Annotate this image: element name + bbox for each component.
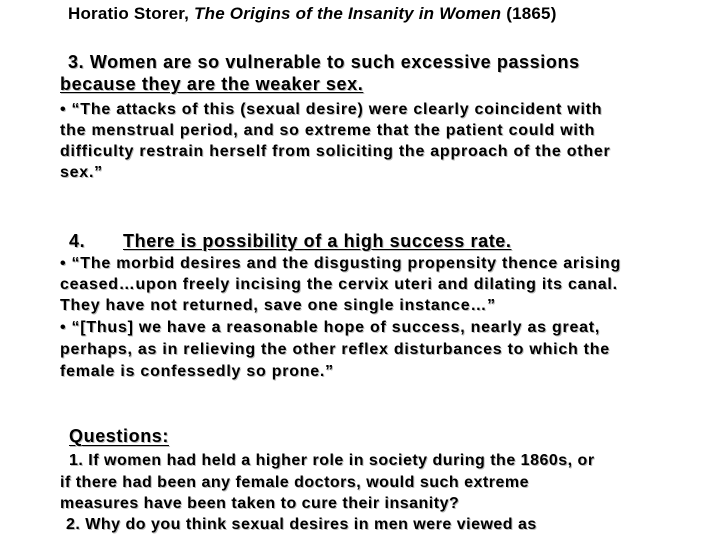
author-name: Horatio Storer, [68, 4, 190, 23]
point-3-quote-line-4: sex.” [60, 164, 103, 181]
point-4-number: 4. [69, 231, 86, 251]
point-4-quote-line-5: perhaps, as in relieving the other reflex disturbances to which the [60, 341, 610, 358]
point-3-line-2 [60, 74, 363, 95]
point-3-quote-line-2: the menstrual period, and so extreme that the patient could with [60, 122, 596, 139]
point-4-quote-line-4: • “[Thus] we have a reasonable hope of success, nearly as great, [60, 319, 601, 336]
point-4-quote-line-1: • “The morbid desires and the disgusting propensity thence arising [60, 255, 621, 272]
slide-title [68, 4, 557, 24]
point-4-quote-line-3: They have not returned, save one single instance…” [60, 297, 496, 314]
questions-heading: Questions: [69, 426, 170, 446]
publication-year: (1865) [506, 4, 557, 23]
point-4-heading: There is possibility of a high success rate. [123, 231, 512, 251]
point-3-line-1: 3. Women are so vulnerable to such excessive passions [68, 52, 580, 72]
question-line-2: if there had been any female doctors, would such extreme [60, 474, 530, 491]
question-line-3: measures have been taken to cure their insanity? [60, 495, 460, 512]
point-4-quote-line-6: female is confessedly so prone.” [60, 363, 334, 380]
question-line-1: 1. If women had held a higher role in society during the 1860s, or [69, 452, 595, 469]
point-3-quote-line-3: difficulty restrain herself from soliciting the approach of the other [60, 143, 611, 160]
point-4-quote-line-2: ceased…upon freely incising the cervix uteri and dilating its canal. [60, 276, 618, 293]
point-3-quote-line-1: • “The attacks of this (sexual desire) were clearly coincident with [60, 101, 603, 118]
question-line-4: 2. Why do you think sexual desires in men were viewed as [66, 516, 537, 533]
work-title: The Origins of the Insanity in Women [194, 4, 502, 23]
point-3-line-2-text: because they are the weaker sex. [60, 74, 364, 94]
